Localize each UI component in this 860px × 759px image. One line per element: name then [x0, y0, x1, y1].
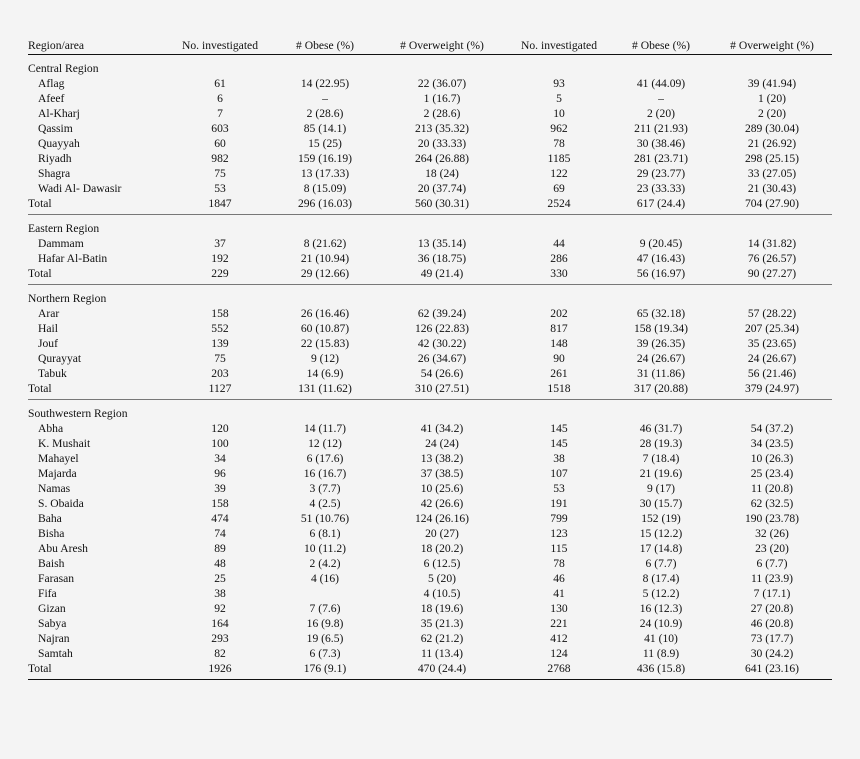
cell-overweight-1: 2 (28.6) [423, 107, 461, 120]
cell-overweight-1: 18 (19.6) [420, 602, 464, 615]
cell-overweight-2: 190 (23.78) [744, 512, 800, 525]
total-overweight-1: 560 (30.31) [376, 196, 508, 215]
cell-overweight-2: 298 (25.15) [744, 152, 800, 165]
cell-area: Majarda [38, 467, 77, 480]
cell-obese-1: 4 (2.5) [309, 497, 341, 510]
cell-obese-1: 60 (10.87) [300, 322, 350, 335]
table-row [28, 236, 832, 251]
header-overweight-2: # Overweight (%) [712, 38, 832, 55]
total-obese-1: 176 (9.1) [274, 661, 376, 680]
cell-no-investigated-2: 46 [553, 572, 565, 585]
table-row [28, 366, 832, 381]
cell-no-investigated-2: 115 [550, 542, 568, 555]
cell-obese-1: 12 (12) [308, 437, 342, 450]
cell-obese-2: 281 (23.71) [633, 152, 689, 165]
cell-overweight-2: 62 (32.5) [750, 497, 794, 510]
cell-obese-1: 22 (15.83) [300, 337, 350, 350]
cell-no-investigated-1: 7 [217, 107, 223, 120]
cell-obese-1: 3 (7.7) [309, 482, 341, 495]
total-no-investigated-2: 2524 [508, 196, 610, 215]
cell-no-investigated-2: 90 [553, 352, 565, 365]
cell-obese-1: 21 (10.94) [300, 252, 350, 265]
cell-overweight-2: 21 (26.92) [747, 137, 797, 150]
cell-overweight-1: 54 (26.6) [420, 367, 464, 380]
cell-obese-1: 4 (16) [310, 572, 339, 585]
cell-overweight-2: 56 (21.46) [747, 367, 797, 380]
cell-overweight-2: 34 (23.5) [750, 437, 794, 450]
table-row [28, 496, 832, 511]
total-no-investigated-1: 1127 [166, 381, 274, 400]
total-area: Total [28, 381, 166, 400]
region-heading-row [28, 215, 832, 237]
table-row [28, 76, 832, 91]
cell-overweight-1: 41 (34.2) [420, 422, 464, 435]
cell-obese-2: 30 (15.7) [639, 497, 683, 510]
cell-overweight-2: 11 (20.8) [750, 482, 794, 495]
table-row [28, 586, 832, 601]
table-row [28, 181, 832, 196]
cell-no-investigated-2: 78 [553, 557, 565, 570]
cell-overweight-2: 10 (26.3) [750, 452, 794, 465]
cell-area: Qassim [38, 122, 73, 135]
cell-obese-2: 9 (20.45) [639, 237, 683, 250]
cell-overweight-1: 36 (18.75) [417, 252, 467, 265]
cell-area: Shagra [38, 167, 71, 180]
cell-obese-1: 14 (6.9) [306, 367, 344, 380]
cell-area: Hafar Al-Batin [38, 252, 108, 265]
cell-overweight-1: 22 (36.07) [417, 77, 467, 90]
header-no-investigated-2: No. investigated [508, 38, 610, 55]
cell-no-investigated-1: 6 [217, 92, 223, 105]
table-row [28, 631, 832, 646]
cell-overweight-2: 32 (26) [755, 527, 789, 540]
cell-overweight-1: 35 (21.3) [420, 617, 464, 630]
header-no-investigated-1: No. investigated [166, 38, 274, 55]
cell-overweight-1: 18 (24) [425, 167, 459, 180]
total-area: Total [28, 266, 166, 285]
cell-no-investigated-1: 38 [214, 587, 226, 600]
cell-overweight-2: 25 (23.4) [750, 467, 794, 480]
cell-overweight-2: 30 (24.2) [750, 647, 794, 660]
region-name: Eastern Region [28, 222, 100, 235]
table-row [28, 556, 832, 571]
cell-obese-1: 14 (22.95) [300, 77, 350, 90]
cell-area: Al-Kharj [38, 107, 80, 120]
cell-no-investigated-1: 139 [211, 337, 229, 350]
cell-overweight-1: 37 (38.5) [420, 467, 464, 480]
cell-area: Wadi Al- Dawasir [38, 182, 122, 195]
total-overweight-2: 90 (27.27) [712, 266, 832, 285]
cell-no-investigated-1: 92 [214, 602, 226, 615]
total-obese-2: 617 (24.4) [610, 196, 712, 215]
table-row [28, 616, 832, 631]
cell-obese-2: 24 (10.9) [639, 617, 683, 630]
cell-overweight-1: 26 (34.67) [417, 352, 467, 365]
cell-obese-2: 9 (17) [646, 482, 675, 495]
cell-overweight-2: 7 (17.1) [753, 587, 791, 600]
cell-obese-1 [274, 586, 376, 601]
total-overweight-1: 470 (24.4) [376, 661, 508, 680]
cell-overweight-1: 10 (25.6) [420, 482, 464, 495]
cell-area: Namas [38, 482, 71, 495]
cell-no-investigated-1: 96 [214, 467, 226, 480]
table-row [28, 421, 832, 436]
cell-no-investigated-1: 982 [211, 152, 229, 165]
cell-overweight-2: 24 (26.67) [747, 352, 797, 365]
cell-overweight-2: 57 (28.22) [747, 307, 797, 320]
cell-obese-1: 6 (17.6) [306, 452, 344, 465]
table-row [28, 526, 832, 541]
cell-obese-2: 16 (12.3) [639, 602, 683, 615]
table-row [28, 436, 832, 451]
cell-overweight-2: 73 (17.7) [750, 632, 794, 645]
cell-overweight-2: 54 (37.2) [750, 422, 794, 435]
cell-area: Tabuk [38, 367, 67, 380]
cell-obese-1: 6 (8.1) [309, 527, 341, 540]
cell-no-investigated-1: 39 [214, 482, 226, 495]
cell-no-investigated-1: 53 [214, 182, 226, 195]
cell-obese-1: 14 (11.7) [303, 422, 347, 435]
cell-no-investigated-2: 202 [550, 307, 568, 320]
cell-overweight-2: 2 (20) [757, 107, 786, 120]
table-row [28, 466, 832, 481]
cell-overweight-2: 1 (20) [757, 92, 786, 105]
cell-area: Abu Aresh [38, 542, 88, 555]
total-no-investigated-2: 330 [508, 266, 610, 285]
cell-obese-2: 17 (14.8) [639, 542, 683, 555]
cell-overweight-1: 264 (26.88) [414, 152, 470, 165]
cell-overweight-1: 18 (20.2) [420, 542, 464, 555]
region-heading-row [28, 400, 832, 422]
cell-obese-1: 16 (9.8) [306, 617, 344, 630]
cell-obese-2: 47 (16.43) [636, 252, 686, 265]
cell-overweight-1: 62 (39.24) [417, 307, 467, 320]
table-row [28, 106, 832, 121]
cell-overweight-1: 42 (30.22) [417, 337, 467, 350]
cell-obese-2: 30 (38.46) [636, 137, 686, 150]
cell-obese-1: – [322, 92, 328, 105]
cell-no-investigated-1: 60 [214, 137, 226, 150]
total-no-investigated-1: 1847 [166, 196, 274, 215]
total-no-investigated-2: 1518 [508, 381, 610, 400]
cell-overweight-1: 213 (35.32) [414, 122, 470, 135]
table-row [28, 136, 832, 151]
cell-obese-2: 211 (21.93) [634, 122, 688, 135]
cell-no-investigated-1: 37 [214, 237, 226, 250]
cell-overweight-2: 76 (26.57) [747, 252, 797, 265]
cell-obese-1: 7 (7.6) [309, 602, 341, 615]
cell-no-investigated-2: 93 [553, 77, 565, 90]
total-row [28, 661, 832, 680]
cell-obese-1: 8 (21.62) [303, 237, 347, 250]
cell-no-investigated-2: 124 [550, 647, 568, 660]
cell-obese-1: 8 (15.09) [303, 182, 347, 195]
cell-obese-1: 2 (4.2) [309, 557, 341, 570]
cell-no-investigated-2: 107 [550, 467, 568, 480]
cell-overweight-2: 46 (20.8) [750, 617, 794, 630]
cell-obese-2: 15 (12.2) [639, 527, 683, 540]
cell-obese-1: 19 (6.5) [306, 632, 344, 645]
cell-obese-2: 29 (23.77) [636, 167, 686, 180]
table-row [28, 511, 832, 526]
region-name: Southwestern Region [28, 407, 128, 420]
cell-no-investigated-2: 41 [553, 587, 565, 600]
cell-overweight-1: 1 (16.7) [423, 92, 461, 105]
total-area: Total [28, 661, 166, 680]
obesity-table [28, 38, 832, 680]
cell-no-investigated-1: 75 [214, 167, 226, 180]
cell-obese-1: 85 (14.1) [303, 122, 347, 135]
table-row [28, 121, 832, 136]
cell-no-investigated-1: 192 [211, 252, 229, 265]
cell-obese-1: 2 (28.6) [306, 107, 344, 120]
cell-no-investigated-2: 38 [553, 452, 565, 465]
cell-obese-2: 31 (11.86) [637, 367, 685, 380]
cell-no-investigated-1: 158 [211, 307, 229, 320]
table-row [28, 601, 832, 616]
cell-obese-1: 16 (16.7) [303, 467, 347, 480]
header-region-area: Region/area [28, 38, 166, 55]
total-obese-2: 56 (16.97) [610, 266, 712, 285]
cell-area: Arar [38, 307, 60, 320]
cell-overweight-1: 20 (33.33) [417, 137, 467, 150]
cell-overweight-2: 23 (20) [755, 542, 789, 555]
cell-area: Hail [38, 322, 58, 335]
region-name: Central Region [28, 62, 99, 75]
header-obese-1: # Obese (%) [274, 38, 376, 55]
total-no-investigated-1: 1926 [166, 661, 274, 680]
cell-obese-2: 24 (26.67) [636, 352, 686, 365]
cell-overweight-2: 27 (20.8) [750, 602, 794, 615]
cell-no-investigated-2: 191 [550, 497, 568, 510]
cell-obese-2: 11 (8.9) [642, 647, 680, 660]
cell-obese-1: 10 (11.2) [303, 542, 347, 555]
total-overweight-2: 704 (27.90) [712, 196, 832, 215]
cell-overweight-1: 13 (38.2) [420, 452, 464, 465]
header-row [28, 38, 832, 55]
table-row [28, 91, 832, 106]
cell-obese-2: 2 (20) [646, 107, 675, 120]
cell-obese-1: 26 (16.46) [300, 307, 350, 320]
cell-no-investigated-1: 293 [211, 632, 229, 645]
cell-overweight-1: 11 (13.4) [420, 647, 464, 660]
cell-obese-1: 13 (17.33) [300, 167, 350, 180]
cell-area: Fifa [38, 587, 57, 600]
cell-area: K. Mushait [38, 437, 91, 450]
cell-area: Sabya [38, 617, 67, 630]
cell-no-investigated-2: 78 [553, 137, 565, 150]
region-name: Northern Region [28, 292, 107, 305]
cell-area: Aflag [38, 77, 65, 90]
region-heading-row [28, 285, 832, 307]
table-row [28, 166, 832, 181]
cell-no-investigated-1: 48 [214, 557, 226, 570]
cell-overweight-2: 21 (30.43) [747, 182, 797, 195]
table-row [28, 541, 832, 556]
cell-no-investigated-1: 61 [214, 77, 226, 90]
cell-overweight-2: 289 (30.04) [744, 122, 800, 135]
cell-no-investigated-2: 221 [550, 617, 568, 630]
cell-area: Najran [38, 632, 70, 645]
cell-area: Dammam [38, 237, 84, 250]
cell-no-investigated-1: 25 [214, 572, 226, 585]
cell-no-investigated-2: 5 [556, 92, 562, 105]
cell-obese-2: 41 (44.09) [636, 77, 686, 90]
cell-area: Quayyah [38, 137, 80, 150]
cell-no-investigated-1: 158 [211, 497, 229, 510]
header-obese-2: # Obese (%) [610, 38, 712, 55]
total-overweight-2: 641 (23.16) [712, 661, 832, 680]
cell-obese-2: 41 (10) [644, 632, 678, 645]
cell-no-investigated-1: 474 [211, 512, 229, 525]
cell-overweight-2: 14 (31.82) [747, 237, 797, 250]
cell-no-investigated-2: 412 [550, 632, 568, 645]
table-header [28, 38, 832, 55]
cell-no-investigated-1: 203 [211, 367, 229, 380]
cell-obese-2: 158 (19.34) [633, 322, 689, 335]
cell-no-investigated-2: 799 [550, 512, 568, 525]
cell-overweight-1: 20 (37.74) [417, 182, 467, 195]
table-row [28, 306, 832, 321]
cell-obese-2: 5 (12.2) [642, 587, 680, 600]
cell-area: Abha [38, 422, 64, 435]
total-overweight-2: 379 (24.97) [712, 381, 832, 400]
table-row [28, 336, 832, 351]
cell-no-investigated-2: 286 [550, 252, 568, 265]
table-row [28, 251, 832, 266]
total-obese-2: 436 (15.8) [610, 661, 712, 680]
cell-overweight-2: 207 (25.34) [744, 322, 800, 335]
cell-overweight-1: 42 (26.6) [420, 497, 464, 510]
cell-overweight-2: 39 (41.94) [747, 77, 797, 90]
cell-overweight-1: 6 (12.5) [423, 557, 461, 570]
cell-no-investigated-1: 34 [214, 452, 226, 465]
cell-no-investigated-2: 53 [553, 482, 565, 495]
cell-no-investigated-2: 123 [550, 527, 568, 540]
cell-no-investigated-1: 552 [211, 322, 229, 335]
table-row [28, 451, 832, 466]
cell-no-investigated-2: 69 [553, 182, 565, 195]
region-heading-row [28, 55, 832, 77]
cell-area: Samtah [38, 647, 73, 660]
cell-no-investigated-2: 122 [550, 167, 568, 180]
cell-no-investigated-1: 164 [211, 617, 229, 630]
total-obese-1: 296 (16.03) [274, 196, 376, 215]
cell-no-investigated-2: 148 [550, 337, 568, 350]
cell-overweight-1: 126 (22.83) [414, 322, 470, 335]
cell-obese-1: 159 (16.19) [297, 152, 353, 165]
cell-obese-2: 28 (19.3) [639, 437, 683, 450]
cell-area: Gizan [38, 602, 66, 615]
cell-no-investigated-1: 100 [211, 437, 229, 450]
cell-area: Baha [38, 512, 62, 525]
table-row [28, 646, 832, 661]
cell-no-investigated-1: 89 [214, 542, 226, 555]
cell-area: Riyadh [38, 152, 72, 165]
cell-obese-2: 46 (31.7) [639, 422, 683, 435]
header-overweight-1: # Overweight (%) [376, 38, 508, 55]
cell-area: S. Obaida [38, 497, 84, 510]
cell-obese-2: 6 (7.7) [645, 557, 677, 570]
table-row [28, 351, 832, 366]
table-row [28, 151, 832, 166]
table-body [28, 55, 832, 680]
cell-obese-2: 65 (32.18) [636, 307, 686, 320]
cell-obese-1: 51 (10.76) [300, 512, 350, 525]
cell-obese-1: 9 (12) [310, 352, 339, 365]
cell-no-investigated-1: 74 [214, 527, 226, 540]
cell-no-investigated-2: 962 [550, 122, 568, 135]
total-row [28, 266, 832, 285]
cell-obese-1: 6 (7.3) [309, 647, 341, 660]
cell-overweight-1: 5 (20) [427, 572, 456, 585]
cell-overweight-2: 33 (27.05) [747, 167, 797, 180]
total-overweight-1: 310 (27.51) [376, 381, 508, 400]
cell-no-investigated-2: 10 [553, 107, 565, 120]
cell-overweight-1: 4 (10.5) [423, 587, 461, 600]
cell-no-investigated-1: 120 [211, 422, 229, 435]
cell-no-investigated-2: 145 [550, 422, 568, 435]
cell-no-investigated-2: 145 [550, 437, 568, 450]
cell-area: Mahayel [38, 452, 79, 465]
cell-overweight-2: 11 (23.9) [750, 572, 794, 585]
cell-no-investigated-2: 261 [550, 367, 568, 380]
total-obese-1: 29 (12.66) [274, 266, 376, 285]
cell-area: Bisha [38, 527, 65, 540]
cell-obese-2: 39 (26.35) [636, 337, 686, 350]
cell-overweight-1: 20 (27) [425, 527, 459, 540]
cell-obese-2: – [658, 92, 664, 105]
cell-area: Qurayyat [38, 352, 82, 365]
cell-overweight-1: 124 (26.16) [414, 512, 470, 525]
cell-area: Farasan [38, 572, 75, 585]
cell-overweight-1: 62 (21.2) [420, 632, 464, 645]
cell-no-investigated-1: 603 [211, 122, 229, 135]
total-row [28, 381, 832, 400]
total-obese-2: 317 (20.88) [610, 381, 712, 400]
total-row [28, 196, 832, 215]
cell-area: Jouf [38, 337, 58, 350]
cell-no-investigated-1: 75 [214, 352, 226, 365]
total-obese-1: 131 (11.62) [274, 381, 376, 400]
cell-obese-2: 7 (18.4) [642, 452, 680, 465]
cell-obese-2: 8 (17.4) [642, 572, 680, 585]
cell-obese-1: 15 (25) [308, 137, 342, 150]
cell-area: Baish [38, 557, 65, 570]
cell-no-investigated-2: 44 [553, 237, 565, 250]
cell-no-investigated-2: 130 [550, 602, 568, 615]
cell-obese-2: 23 (33.33) [636, 182, 686, 195]
total-no-investigated-2: 2768 [508, 661, 610, 680]
total-no-investigated-1: 229 [166, 266, 274, 285]
cell-area: Afeef [38, 92, 65, 105]
cell-overweight-2: 6 (7.7) [756, 557, 788, 570]
table-row [28, 321, 832, 336]
cell-overweight-1: 24 (24) [425, 437, 459, 450]
cell-no-investigated-2: 817 [550, 322, 568, 335]
table-row [28, 571, 832, 586]
cell-no-investigated-2: 1185 [547, 152, 571, 165]
table-row [28, 481, 832, 496]
cell-obese-2: 152 (19) [641, 512, 681, 525]
cell-overweight-2: 35 (23.65) [747, 337, 797, 350]
cell-overweight-1: 13 (35.14) [417, 237, 467, 250]
cell-no-investigated-1: 82 [214, 647, 226, 660]
total-area: Total [28, 196, 166, 215]
total-overweight-1: 49 (21.4) [376, 266, 508, 285]
cell-obese-2: 21 (19.6) [639, 467, 683, 480]
